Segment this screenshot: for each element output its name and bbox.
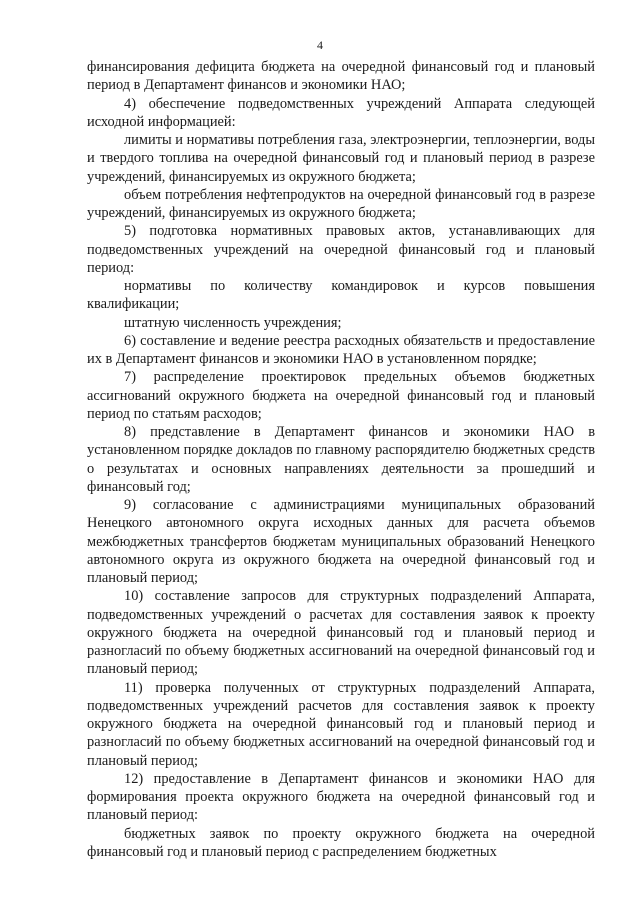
page-number: 4 <box>317 38 323 52</box>
paragraph: 7) распределение проектировок предельных объемов бюджетных ассигнований окружного бюджета на очередной финансовый год и плановый период по статьям расходов; <box>87 369 595 422</box>
paragraph: штатную численность учреждения; <box>124 314 342 331</box>
paragraph: лимиты и нормативы потребления газа, электроэнергии, теплоэнергии, воды и твердого топлива на очередной финансовый год и плановый период в разрезе учреждений, финансируемых из окружного бюджета; <box>87 132 595 185</box>
paragraph: финансирования дефицита бюджета на очередной финансовый год и плановый период в Департамент финансов и экономики НАО; <box>87 59 595 94</box>
paragraph: бюджетных заявок по проекту окружного бюджета на очередной финансовый год и плановый период с распределением бюджетных <box>87 825 595 860</box>
paragraph: 5) подготовка нормативных правовых актов, устанавливающих для подведомственных учреждений на очередной финансовый год и плановый период: <box>87 223 595 276</box>
paragraph: 12) предоставление в Департамент финансов и экономики НАО для формирования проекта окружного бюджета на очередной финансовый год и плановый период: <box>87 770 595 824</box>
paragraph: объем потребления нефтепродуктов на очередной финансовый год в разрезе учреждений, финансируемых из окружного бюджета; <box>87 186 595 221</box>
paragraph: 8) представление в Департамент финансов и экономики НАО в установленном порядке докладов по главному распорядителю бюджетных средств о результатах и основных направлениях деятельности за прошедший и финансовый год; <box>87 424 595 495</box>
paragraph: 4) обеспечение подведомственных учреждений Аппарата следующей исходной информацией: <box>87 95 595 130</box>
paragraph: 10) составление запросов для структурных подразделений Аппарата, подведомственных учреждений о расчетах для составления заявок к проекту окружного бюджета на очередной финансовый год и плановый период и разногласий по объему бюджетных ассигнований на очередной финансовый год и плановый период; <box>87 588 595 678</box>
body-text <box>87 58 595 861</box>
paragraph: 9) согласование с администрациями муниципальных образований Ненецкого автономного округа исходных данных для расчета объемов межбюджетных трансфертов бюджетам муниципальных образований Ненецкого автономного округа из окружного бюджета на очередной финансовый год и плановый период; <box>87 497 595 586</box>
paragraph: 6) составление и ведение реестра расходных обязательств и предоставление их в Департамент финансов и экономики НАО в установленном порядке; <box>87 332 595 367</box>
paragraph: нормативы по количеству командировок и курсов повышения квалификации; <box>87 278 595 313</box>
paragraph: 11) проверка полученных от структурных подразделений Аппарата, подведомственных учреждений расчетов для составления заявок к проекту окружного бюджета на очередной финансовый год и плановый период и разногласий по объему бюджетных ассигнований на очередной финансовый год и плановый период; <box>87 679 595 769</box>
